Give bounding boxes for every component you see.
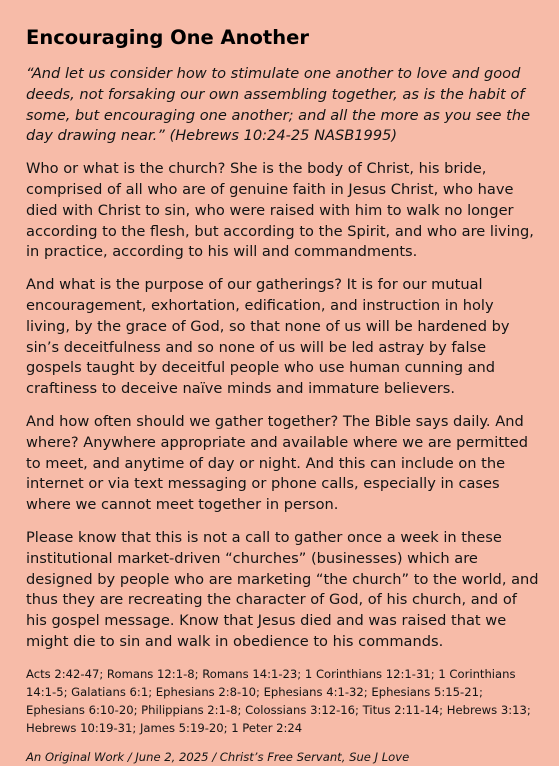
author-footer: An Original Work / June 2, 2025 / Christ’s Free Servant, Sue J Love xyxy=(26,749,410,764)
page-title: Encouraging One Another xyxy=(26,26,309,49)
paragraph-church-definition: Who or what is the church? She is the body of Christ, his bride, comprised of all who are of genuine faith in Jesus Christ, who have died with Christ to sin, who were raised with him to walk no longer according to the flesh, but according to the Spirit, and who are living, in practice, according to his will and commandments. xyxy=(26,160,534,261)
scripture-references: Acts 2:42-47; Romans 12:1-8; Romans 14:1-23; 1 Corinthians 12:1-31; 1 Corinthians 14:1-5; Galatians 6:1; Ephesians 2:8-10; Ephesians 4:1-32; Ephesians 5:15-21; Ephesians 6:10-20; Philippians 2:1-8; Colossians 3:12-16; Titus 2:11-14; Hebrews 3:13; Hebrews 10:19-31; James 5:19-20; 1 Peter 2:24 xyxy=(26,666,531,736)
scripture-quote: “And let us consider how to stimulate one another to love and good deeds, not forsaking our own assembling together, as is the habit of some, but encouraging one another; and all the more as you see the day drawing near.” (Hebrews 10:24-25 NASB1995) xyxy=(26,65,531,145)
paragraph-gathering-purpose: And what is the purpose of our gatherings? It is for our mutual encouragement, exhortation, edification, and instruction in holy living, by the grace of God, so that none of us will be hardened by sin’s deceitfulness and so none of us will be led astray by false gospels taught by deceitful people who use human cunning and craftiness to deceive naïve minds and immature believers. xyxy=(26,276,510,398)
paragraph-gathering-frequency: And how often should we gather together? The Bible says daily. And where? Anywhere appropriate and available where we are permitted to meet, and anytime of day or night. And this can include on the internet or via text messaging or phone calls, especially in cases where we cannot meet together in person. xyxy=(26,412,529,514)
paragraph-institutional-churches: Please know that this is not a call to gather once a week in these institutional market-driven “churches” (businesses) which are designed by people who are marketing “the church” to the world, and thus they are recreating the character of God, of his church, and of his gospel message. Know that Jesus died and was raised that we might die to sin and walk in obedience to his commands. xyxy=(26,528,539,650)
